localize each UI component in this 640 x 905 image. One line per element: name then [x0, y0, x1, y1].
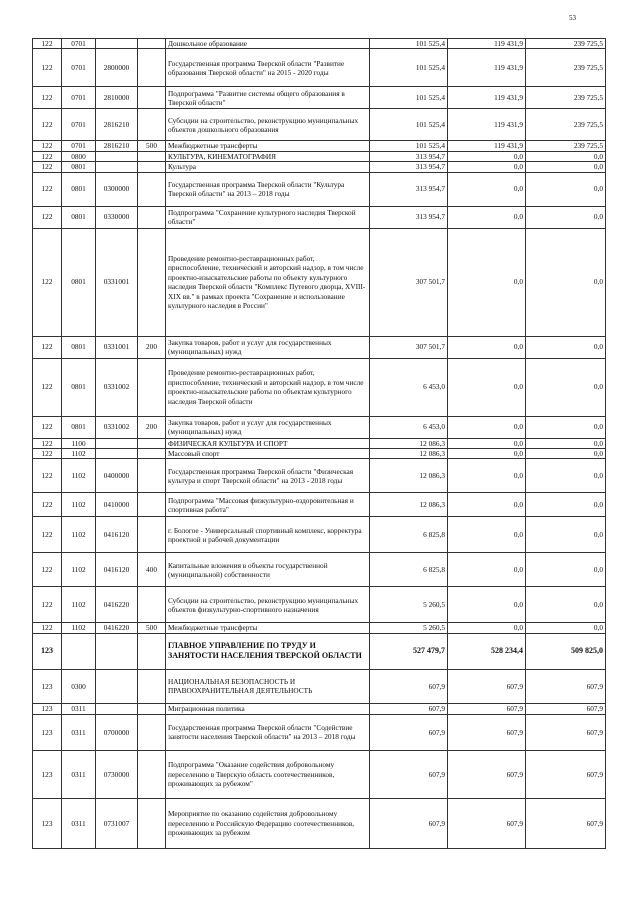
- cell-org-code: 122: [33, 206, 62, 228]
- cell-org-code: 122: [33, 151, 62, 161]
- cell-target-code: 0331001: [96, 228, 138, 336]
- cell-amount-2: 119 431,9: [448, 141, 526, 151]
- cell-target-code: [96, 703, 138, 714]
- cell-org-code: 122: [33, 109, 62, 141]
- cell-expense-type: 200: [138, 336, 166, 358]
- cell-section-code: 0701: [62, 49, 96, 87]
- cell-amount-3: 0,0: [526, 459, 606, 493]
- table-row: [33, 416, 606, 438]
- cell-name: Дошкольное образование: [166, 39, 370, 49]
- cell-expense-type: [138, 87, 166, 109]
- cell-section-code: 0801: [62, 358, 96, 416]
- cell-section-code: 0701: [62, 39, 96, 49]
- cell-name: Подпрограмма "Развитие системы общего образования в Тверской области": [166, 87, 370, 109]
- cell-name: Субсидии на строительство, реконструкцию муниципальных объектов дошкольного образования: [166, 109, 370, 141]
- cell-amount-1: 6 453,0: [370, 358, 448, 416]
- cell-amount-2: 0,0: [448, 493, 526, 517]
- table-row: [33, 162, 606, 172]
- table-row: [33, 493, 606, 517]
- cell-target-code: 0416120: [96, 517, 138, 553]
- cell-amount-2: 607,9: [448, 669, 526, 703]
- cell-amount-2: 0,0: [448, 162, 526, 172]
- cell-amount-2: 0,0: [448, 449, 526, 459]
- cell-section-code: 0801: [62, 336, 96, 358]
- cell-target-code: [96, 438, 138, 448]
- cell-name: Государственная программа Тверской области "Содействие занятости населения Тверской области" на 2013 – 2018 годы: [166, 714, 370, 750]
- table-row: [33, 449, 606, 459]
- cell-amount-3: 607,9: [526, 714, 606, 750]
- table-row: [33, 623, 606, 633]
- cell-section-code: 1102: [62, 623, 96, 633]
- cell-section-code: 0300: [62, 669, 96, 703]
- cell-amount-3: 0,0: [526, 172, 606, 206]
- cell-name: Межбюджетные трансферты: [166, 623, 370, 633]
- cell-name: Проведение ремонтно-реставрационных работ, приспособление, технический и авторский надзор, в том числе проектно-изыскательские работы по объектам культурного наследия Тверской области: [166, 358, 370, 416]
- cell-amount-2: 0,0: [448, 587, 526, 623]
- cell-target-code: 2816210: [96, 109, 138, 141]
- cell-section-code: [62, 633, 96, 669]
- table-row: [33, 750, 606, 798]
- cell-name: КУЛЬТУРА, КИНЕМАТОГРАФИЯ: [166, 151, 370, 161]
- cell-expense-type: [138, 449, 166, 459]
- cell-target-code: 0731007: [96, 798, 138, 848]
- cell-section-code: 0800: [62, 151, 96, 161]
- cell-name: ФИЗИЧЕСКАЯ КУЛЬТУРА И СПОРТ: [166, 438, 370, 448]
- cell-expense-type: [138, 151, 166, 161]
- cell-amount-3: 0,0: [526, 416, 606, 438]
- cell-amount-1: 313 954,7: [370, 206, 448, 228]
- cell-org-code: 123: [33, 669, 62, 703]
- cell-org-code: 123: [33, 798, 62, 848]
- cell-expense-type: [138, 162, 166, 172]
- cell-expense-type: [138, 493, 166, 517]
- cell-org-code: 122: [33, 459, 62, 493]
- table-row: [33, 714, 606, 750]
- table-row: [33, 459, 606, 493]
- cell-name: Закупка товаров, работ и услуг для государственных (муниципальных) нужд: [166, 416, 370, 438]
- cell-section-code: 0311: [62, 750, 96, 798]
- table-row: [33, 206, 606, 228]
- cell-amount-1: 101 525,4: [370, 87, 448, 109]
- cell-name: Массовый спорт: [166, 449, 370, 459]
- cell-section-code: 1102: [62, 493, 96, 517]
- cell-amount-3: 0,0: [526, 449, 606, 459]
- cell-expense-type: 500: [138, 141, 166, 151]
- cell-name: Подпрограмма "Оказание содействия добровольному переселению в Тверскую область соотечественников, проживающих за рубежом": [166, 750, 370, 798]
- cell-amount-2: 607,9: [448, 714, 526, 750]
- table-row: [33, 669, 606, 703]
- cell-amount-1: 313 954,7: [370, 151, 448, 161]
- cell-org-code: 122: [33, 358, 62, 416]
- cell-target-code: [96, 162, 138, 172]
- cell-amount-1: 6 825,8: [370, 553, 448, 587]
- table-row: [33, 517, 606, 553]
- cell-amount-1: 307 501,7: [370, 228, 448, 336]
- cell-expense-type: [138, 109, 166, 141]
- cell-expense-type: [138, 459, 166, 493]
- cell-amount-3: 0,0: [526, 228, 606, 336]
- cell-expense-type: [138, 228, 166, 336]
- cell-name: Капитальные вложения в объекты государственной (муниципальной) собственности: [166, 553, 370, 587]
- cell-org-code: 122: [33, 449, 62, 459]
- cell-amount-3: 0,0: [526, 623, 606, 633]
- cell-section-code: 0801: [62, 228, 96, 336]
- cell-amount-1: 313 954,7: [370, 162, 448, 172]
- cell-name: Подпрограмма "Массовая физкультурно-оздоровительная и спортивная работа": [166, 493, 370, 517]
- cell-expense-type: [138, 633, 166, 669]
- cell-expense-type: [138, 798, 166, 848]
- table-row: [33, 358, 606, 416]
- cell-expense-type: [138, 517, 166, 553]
- cell-target-code: 0700000: [96, 714, 138, 750]
- cell-amount-1: 527 479,7: [370, 633, 448, 669]
- cell-amount-1: 607,9: [370, 798, 448, 848]
- cell-amount-3: 239 725,5: [526, 87, 606, 109]
- cell-target-code: [96, 669, 138, 703]
- cell-amount-3: 239 725,5: [526, 109, 606, 141]
- cell-amount-1: 12 086,3: [370, 493, 448, 517]
- budget-table: [32, 38, 606, 849]
- cell-amount-2: 0,0: [448, 438, 526, 448]
- table-row: [33, 39, 606, 49]
- cell-target-code: [96, 39, 138, 49]
- cell-amount-1: 5 260,5: [370, 587, 448, 623]
- cell-amount-3: 607,9: [526, 750, 606, 798]
- cell-amount-1: 101 525,4: [370, 109, 448, 141]
- table-row: [33, 172, 606, 206]
- cell-amount-1: 607,9: [370, 714, 448, 750]
- cell-expense-type: [138, 714, 166, 750]
- cell-section-code: 1102: [62, 449, 96, 459]
- cell-org-code: 122: [33, 517, 62, 553]
- cell-amount-1: 101 525,4: [370, 141, 448, 151]
- cell-org-code: 122: [33, 87, 62, 109]
- cell-target-code: 2816210: [96, 141, 138, 151]
- cell-target-code: 0330000: [96, 206, 138, 228]
- cell-amount-2: 0,0: [448, 228, 526, 336]
- cell-amount-3: 607,9: [526, 798, 606, 848]
- cell-amount-2: 0,0: [448, 336, 526, 358]
- cell-amount-3: 0,0: [526, 151, 606, 161]
- cell-target-code: 0300000: [96, 172, 138, 206]
- cell-amount-1: 12 086,3: [370, 449, 448, 459]
- cell-target-code: 2810000: [96, 87, 138, 109]
- cell-section-code: 1102: [62, 587, 96, 623]
- cell-org-code: 122: [33, 336, 62, 358]
- cell-section-code: 0801: [62, 162, 96, 172]
- cell-name: Подпрограмма "Сохранение культурного наследия Тверской области": [166, 206, 370, 228]
- table-row: [33, 109, 606, 141]
- cell-target-code: 0416220: [96, 587, 138, 623]
- cell-amount-2: 0,0: [448, 172, 526, 206]
- cell-amount-3: 0,0: [526, 336, 606, 358]
- cell-section-code: 0701: [62, 87, 96, 109]
- cell-target-code: [96, 449, 138, 459]
- cell-target-code: 0400000: [96, 459, 138, 493]
- cell-org-code: 122: [33, 162, 62, 172]
- cell-expense-type: [138, 172, 166, 206]
- cell-amount-2: 528 234,4: [448, 633, 526, 669]
- cell-target-code: [96, 151, 138, 161]
- cell-org-code: 123: [33, 703, 62, 714]
- cell-expense-type: [138, 358, 166, 416]
- cell-amount-2: 0,0: [448, 206, 526, 228]
- cell-expense-type: [138, 39, 166, 49]
- cell-target-code: 2800000: [96, 49, 138, 87]
- cell-name: ГЛАВНОЕ УПРАВЛЕНИЕ ПО ТРУДУ И ЗАНЯТОСТИ НАСЕЛЕНИЯ ТВЕРСКОЙ ОБЛАСТИ: [166, 633, 370, 669]
- cell-amount-3: 607,9: [526, 669, 606, 703]
- cell-amount-2: 119 431,9: [448, 87, 526, 109]
- cell-amount-2: 119 431,9: [448, 109, 526, 141]
- cell-target-code: 0331002: [96, 358, 138, 416]
- cell-name: Миграционная политика: [166, 703, 370, 714]
- cell-amount-3: 0,0: [526, 206, 606, 228]
- cell-name: Государственная программа Тверской области "Физическая культура и спорт Тверской области" на 2013 - 2018 годы: [166, 459, 370, 493]
- cell-target-code: 0410000: [96, 493, 138, 517]
- cell-section-code: 0311: [62, 703, 96, 714]
- cell-expense-type: 400: [138, 553, 166, 587]
- cell-amount-3: 509 825,0: [526, 633, 606, 669]
- cell-amount-1: 101 525,4: [370, 39, 448, 49]
- cell-org-code: 122: [33, 228, 62, 336]
- cell-amount-2: 607,9: [448, 750, 526, 798]
- table-row: [33, 151, 606, 161]
- cell-expense-type: [138, 587, 166, 623]
- cell-amount-3: 0,0: [526, 162, 606, 172]
- cell-target-code: 0331002: [96, 416, 138, 438]
- cell-expense-type: [138, 438, 166, 448]
- cell-name: Мероприятие по оказанию содействия добровольному переселению в Российскую Федерацию соотечественников, проживающих за рубежом: [166, 798, 370, 848]
- cell-amount-2: 0,0: [448, 358, 526, 416]
- cell-expense-type: 200: [138, 416, 166, 438]
- cell-org-code: 122: [33, 623, 62, 633]
- cell-org-code: 122: [33, 49, 62, 87]
- cell-section-code: 0701: [62, 109, 96, 141]
- cell-amount-3: 239 725,5: [526, 49, 606, 87]
- cell-name: Межбюджетные трансферты: [166, 141, 370, 151]
- cell-amount-1: 607,9: [370, 703, 448, 714]
- cell-amount-2: 607,9: [448, 798, 526, 848]
- cell-amount-1: 6 825,8: [370, 517, 448, 553]
- cell-section-code: 0801: [62, 416, 96, 438]
- table-row: [33, 438, 606, 448]
- cell-name: Закупка товаров, работ и услуг для государственных (муниципальных) нужд: [166, 336, 370, 358]
- table-row: [33, 141, 606, 151]
- cell-amount-3: 0,0: [526, 438, 606, 448]
- table-row: [33, 587, 606, 623]
- cell-amount-1: 12 086,3: [370, 459, 448, 493]
- cell-amount-1: 313 954,7: [370, 172, 448, 206]
- cell-amount-1: 607,9: [370, 750, 448, 798]
- table-row: [33, 87, 606, 109]
- cell-name: г. Бологое - Универсальный спортивный комплекс, корректура проектной и рабочей документации: [166, 517, 370, 553]
- cell-amount-3: 607,9: [526, 703, 606, 714]
- cell-org-code: 122: [33, 587, 62, 623]
- cell-amount-3: 239 725,5: [526, 141, 606, 151]
- cell-org-code: 122: [33, 438, 62, 448]
- cell-section-code: 0701: [62, 141, 96, 151]
- cell-amount-1: 5 260,5: [370, 623, 448, 633]
- cell-expense-type: [138, 206, 166, 228]
- cell-amount-2: 0,0: [448, 416, 526, 438]
- cell-amount-2: 0,0: [448, 459, 526, 493]
- cell-amount-3: 0,0: [526, 517, 606, 553]
- cell-amount-1: 101 525,4: [370, 49, 448, 87]
- cell-amount-2: 119 431,9: [448, 39, 526, 49]
- cell-amount-1: 607,9: [370, 669, 448, 703]
- cell-amount-3: 239 725,5: [526, 39, 606, 49]
- cell-section-code: 1102: [62, 517, 96, 553]
- table-row: [33, 228, 606, 336]
- cell-org-code: 122: [33, 39, 62, 49]
- cell-amount-2: 607,9: [448, 703, 526, 714]
- page-number: 53: [569, 14, 576, 22]
- cell-org-code: 122: [33, 141, 62, 151]
- cell-amount-3: 0,0: [526, 587, 606, 623]
- cell-target-code: 0331001: [96, 336, 138, 358]
- cell-org-code: 123: [33, 750, 62, 798]
- cell-amount-2: 0,0: [448, 553, 526, 587]
- table-row: [33, 553, 606, 587]
- cell-target-code: 0416220: [96, 623, 138, 633]
- cell-amount-3: 0,0: [526, 358, 606, 416]
- cell-section-code: 1100: [62, 438, 96, 448]
- cell-expense-type: [138, 703, 166, 714]
- cell-expense-type: [138, 669, 166, 703]
- table-row: [33, 336, 606, 358]
- cell-amount-1: 6 453,0: [370, 416, 448, 438]
- table-row: [33, 633, 606, 669]
- cell-expense-type: 500: [138, 623, 166, 633]
- table-row: [33, 703, 606, 714]
- cell-amount-1: 12 086,3: [370, 438, 448, 448]
- cell-name: НАЦИОНАЛЬНАЯ БЕЗОПАСНОСТЬ И ПРАВООХРАНИТЕЛЬНАЯ ДЕЯТЕЛЬНОСТЬ: [166, 669, 370, 703]
- cell-amount-3: 0,0: [526, 493, 606, 517]
- cell-section-code: 0311: [62, 798, 96, 848]
- cell-amount-3: 0,0: [526, 553, 606, 587]
- cell-expense-type: [138, 49, 166, 87]
- cell-name: Государственная программа Тверской области "Культура Тверской области" на 2013 – 2018 годы: [166, 172, 370, 206]
- cell-target-code: [96, 633, 138, 669]
- cell-amount-2: 0,0: [448, 151, 526, 161]
- cell-section-code: 1102: [62, 459, 96, 493]
- cell-org-code: 122: [33, 493, 62, 517]
- cell-org-code: 123: [33, 633, 62, 669]
- cell-amount-2: 119 431,9: [448, 49, 526, 87]
- cell-org-code: 122: [33, 172, 62, 206]
- cell-org-code: 123: [33, 714, 62, 750]
- cell-expense-type: [138, 750, 166, 798]
- table-row: [33, 798, 606, 848]
- cell-name: Государственная программа Тверской области "Развитие образования Тверской области" на 2015 - 2020 годы: [166, 49, 370, 87]
- cell-org-code: 122: [33, 416, 62, 438]
- cell-target-code: 0416120: [96, 553, 138, 587]
- cell-name: Проведение ремонтно-реставрационных работ, приспособление, технический и авторский надзор, в том числе проектно-изыскательские работы по объекту культурного наследия Тверской области "Комплекс Путевого дворца, XVIII-XIX вв." в рамках проекта "Сохранение и использование культурного наследия в России": [166, 228, 370, 336]
- cell-section-code: 0801: [62, 172, 96, 206]
- cell-section-code: 0311: [62, 714, 96, 750]
- cell-amount-2: 0,0: [448, 517, 526, 553]
- cell-section-code: 0801: [62, 206, 96, 228]
- cell-section-code: 1102: [62, 553, 96, 587]
- cell-name: Культура: [166, 162, 370, 172]
- cell-amount-1: 307 501,7: [370, 336, 448, 358]
- cell-org-code: 122: [33, 553, 62, 587]
- cell-target-code: 0730000: [96, 750, 138, 798]
- table-row: [33, 49, 606, 87]
- cell-name: Субсидии на строительство, реконструкцию муниципальных объектов физкультурно-спортивного назначения: [166, 587, 370, 623]
- cell-amount-2: 0,0: [448, 623, 526, 633]
